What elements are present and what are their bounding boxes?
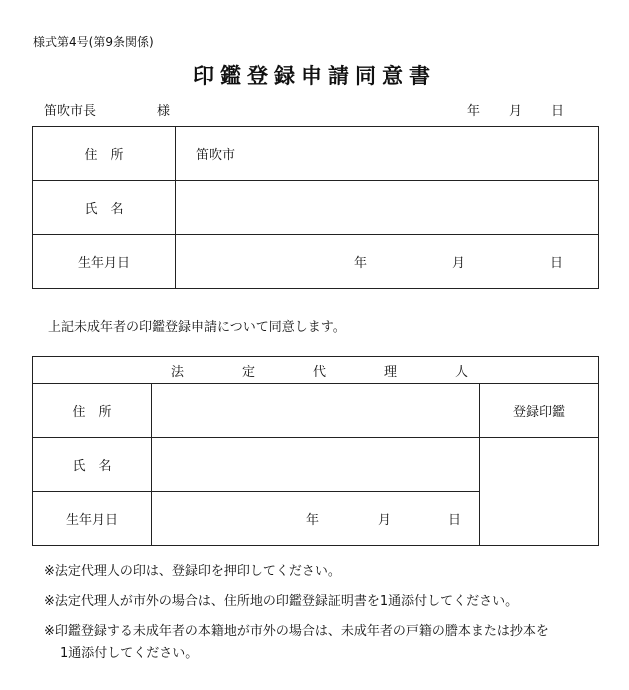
addressee: 笛吹市長 xyxy=(44,104,97,119)
guardian-dob-month: 月 xyxy=(378,512,392,528)
note-family-register: ※印鑑登録する未成年者の本籍地が市外の場合は、未成年者の戸籍の謄本または抄本を xyxy=(44,624,549,639)
minor-dob-row xyxy=(33,235,599,289)
guardian-name-row xyxy=(33,438,599,492)
guardian-address-row xyxy=(33,384,599,438)
registered-seal-label: 登録印鑑 xyxy=(480,384,599,438)
minor-address-label: 住 所 xyxy=(33,127,176,181)
minor-dob-day: 日 xyxy=(550,255,564,271)
minor-dob-month: 月 xyxy=(452,255,466,271)
guardian-info-table xyxy=(32,356,599,546)
note-family-register-cont: 1通添付してください。 xyxy=(60,646,199,661)
guardian-header-char: 定 xyxy=(241,364,255,380)
guardian-dob-day: 日 xyxy=(448,512,462,528)
minor-info-table xyxy=(32,126,599,289)
guardian-name-label: 氏 名 xyxy=(33,438,152,492)
consent-statement: 上記未成年者の印鑑登録申請について同意します。 xyxy=(48,320,346,335)
guardian-address-label: 住 所 xyxy=(33,384,152,438)
guardian-header-char: 代 xyxy=(312,364,326,380)
guardian-name-field[interactable] xyxy=(152,438,480,492)
minor-dob-field[interactable] xyxy=(176,235,599,289)
form-number: 様式第4号(第9条関係) xyxy=(33,35,154,49)
registered-seal-box[interactable] xyxy=(480,438,599,546)
guardian-address-field[interactable] xyxy=(152,384,480,438)
date-month: 月 xyxy=(509,104,523,119)
minor-name-row xyxy=(33,181,599,235)
guardian-header xyxy=(33,357,599,384)
guardian-header-char: 人 xyxy=(454,364,468,380)
addressee-suffix: 様 xyxy=(157,104,171,119)
minor-address-row xyxy=(33,127,599,181)
guardian-header-row xyxy=(33,357,599,384)
date-day: 日 xyxy=(551,104,565,119)
minor-dob-label: 生年月日 xyxy=(33,235,176,289)
guardian-header-char: 法 xyxy=(171,364,185,380)
note-certificate: ※法定代理人が市外の場合は、住所地の印鑑登録証明書を1通添付してください。 xyxy=(44,594,519,609)
minor-dob-year: 年 xyxy=(354,255,368,271)
document-title: 印鑑登録申請同意書 xyxy=(193,64,436,88)
guardian-header-char: 理 xyxy=(383,364,397,380)
guardian-dob-label: 生年月日 xyxy=(33,492,152,546)
note-seal: ※法定代理人の印は、登録印を押印してください。 xyxy=(44,564,341,579)
minor-name-label: 氏 名 xyxy=(33,181,176,235)
guardian-dob-field[interactable] xyxy=(152,492,480,546)
minor-address-field[interactable]: 笛吹市 xyxy=(176,127,599,181)
guardian-dob-year: 年 xyxy=(306,512,320,528)
minor-name-field[interactable] xyxy=(176,181,599,235)
date-year: 年 xyxy=(467,104,481,119)
